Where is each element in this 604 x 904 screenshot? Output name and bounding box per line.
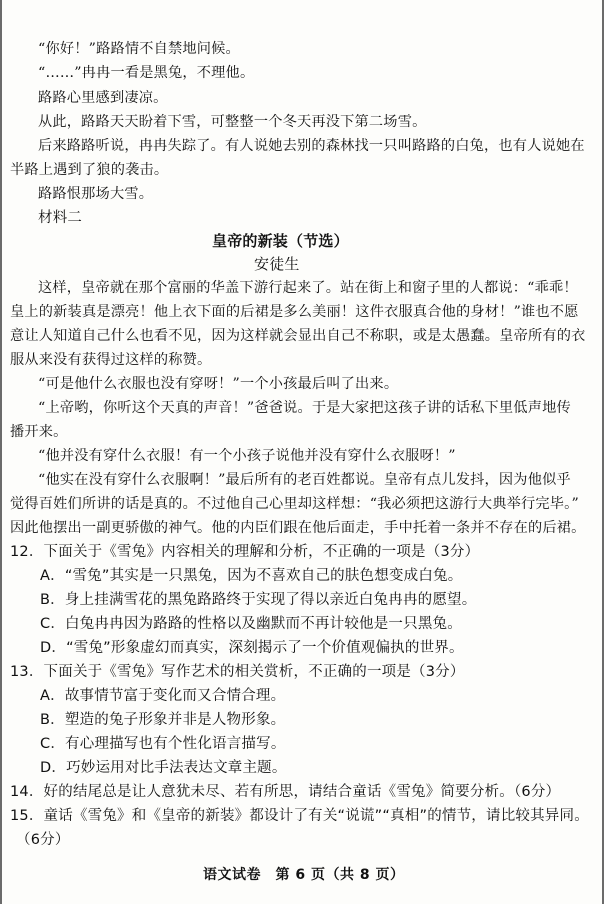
page-footer: 语文试卷 第 6 页（共 8 页） bbox=[203, 867, 405, 883]
excerpt-line: 意让人知道自己什么也看不见，因为这样就会显出自己不称职，或是太愚蠢。皇帝所有的衣 bbox=[10, 328, 586, 344]
question-13-option-a: A．故事情节富于变化而又合情合理。 bbox=[40, 688, 286, 704]
excerpt-line: “他并没有穿什么衣服！有一个小孩子说他并没有穿什么衣服呀！” bbox=[38, 448, 456, 464]
story1-line: 路路心里感到凄凉。 bbox=[38, 90, 168, 106]
story1-line: 后来路路听说，冉冉失踪了。有人说她去别的森林找一只叫路路的白兔，也有人说她在 bbox=[38, 138, 585, 154]
excerpt-line: 因此他摆出一副更骄傲的神气。他的内臣们跟在他后面走，手中托着一条并不存在的后裙。 bbox=[10, 520, 586, 536]
question-15-stem: 15．童话《雪兔》和《皇帝的新装》都设计了有关“说谎”“真相”的情节，请比较其异同。 bbox=[10, 808, 589, 824]
excerpt-line: 播开来。 bbox=[10, 424, 68, 440]
excerpt-line: “上帝哟，你听这个天真的声音！”爸爸说。于是大家把这孩子讲的话私下里低声地传 bbox=[38, 400, 571, 416]
question-12-option-c: C．白兔冉冉因为路路的性格以及幽默而不再计较他是一只黑兔。 bbox=[40, 616, 462, 632]
story1-line: 路路恨那场大雪。 bbox=[38, 186, 154, 202]
story1-line: 从此，路路天天盼着下雪，可整整一个冬天再没下第二场雪。 bbox=[38, 114, 427, 130]
question-14-stem: 14．好的结尾总是让人意犹未尽、若有所思，请结合童话《雪兔》简要分析。（6分） bbox=[10, 784, 561, 800]
story1-line: “你好！”路路情不自禁地问候。 bbox=[38, 41, 240, 57]
excerpt-title: 皇帝的新装（节选） bbox=[212, 232, 349, 250]
question-13-stem: 13．下面关于《雪兔》写作艺术的相关赏析，不正确的一项是（3分） bbox=[10, 664, 465, 680]
excerpt-line: 觉得百姓们所讲的话是真的。不过他自己心里却这样想：“我必须把这游行大典举行完毕。” bbox=[10, 496, 579, 512]
question-12-option-d: D．“雪兔”形象虚幻而真实，深刻揭示了一个价值观偏执的世界。 bbox=[40, 640, 464, 656]
question-13-option-d: D．巧妙运用对比手法表达文章主题。 bbox=[40, 760, 287, 776]
story1-line: “……”冉冉一看是黑兔，不理他。 bbox=[38, 65, 255, 81]
material-label: 材料二 bbox=[38, 210, 83, 226]
excerpt-line: 这样，皇帝就在那个富丽的华盖下游行起来了。站在街上和窗子里的人都说：“乖乖！ bbox=[38, 280, 578, 296]
excerpt-line: 服从来没有获得过这样的称赞。 bbox=[10, 352, 212, 368]
excerpt-author: 安徒生 bbox=[254, 255, 300, 273]
question-12-stem: 12．下面关于《雪兔》内容相关的理解和分析，不正确的一项是（3分） bbox=[10, 544, 480, 560]
question-13-option-c: C．有心理描写也有个性化语言描写。 bbox=[40, 736, 286, 752]
excerpt-line: “他实在没有穿什么衣服啊！”最后所有的老百姓都说。皇帝有点儿发抖，因为他似乎 bbox=[38, 472, 571, 488]
scan-edge-left bbox=[0, 0, 2, 904]
question-12-option-b: B．身上挂满雪花的黑兔路路终于实现了得以亲近白兔冉冉的愿望。 bbox=[40, 592, 477, 608]
question-15-continuation: （6分） bbox=[16, 832, 70, 848]
question-12-option-a: A．“雪兔”其实是一只黑兔，因为不喜欢自己的肤色想变成白兔。 bbox=[40, 568, 463, 584]
question-13-option-b: B．塑造的兔子形象并非是人物形象。 bbox=[40, 712, 286, 728]
excerpt-line: “可是他什么衣服也没有穿呀！”一个小孩最后叫了出来。 bbox=[38, 376, 399, 392]
story1-line: 半路上遇到了狼的袭击。 bbox=[10, 162, 169, 178]
excerpt-line: 皇上的新装真是漂亮！他上衣下面的后裙是多么美丽！这件衣服真合他的身材！”谁也不愿 bbox=[10, 304, 579, 320]
